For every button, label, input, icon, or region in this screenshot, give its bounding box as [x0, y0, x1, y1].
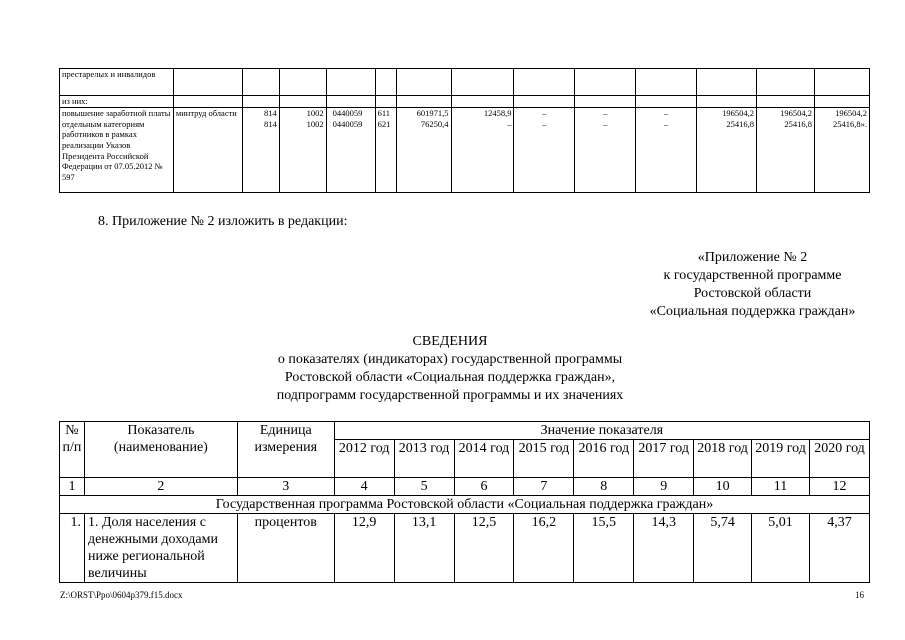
- year-cell: 2013 год: [394, 440, 454, 478]
- indicator-name: 1. Доля населения с денежными доходами ниже региональной величины: [84, 514, 237, 583]
- value-cell: 14,3: [634, 514, 694, 583]
- value-cell: 12,9: [334, 514, 394, 583]
- unit-cell: процентов: [237, 514, 334, 583]
- section-title: Государственная программа Ростовской области «Социальная поддержка граждан»: [60, 496, 870, 514]
- row-label: престарелых и инвалидов: [60, 69, 174, 96]
- row-label: повышение заработной платы отдельным категориям работников в рамках реализации Указов Президента Российской Федерации от 07.05.2012 № 597: [60, 108, 174, 193]
- header-unit: Единица измерения: [237, 422, 334, 478]
- header-num: № п/п: [60, 422, 85, 478]
- year-cell: 2015 год: [514, 440, 574, 478]
- year-cell: 2019 год: [752, 440, 810, 478]
- table-row: [60, 96, 870, 108]
- table-header-row: [60, 422, 870, 440]
- value-cell: 15,5: [574, 514, 634, 583]
- executor-cell: минтруд области: [173, 108, 242, 193]
- value-cell: 4,37: [810, 514, 870, 583]
- paragraph-8: 8. Приложение № 2 изложить в редакции:: [98, 214, 348, 229]
- value-cell: 16,2: [514, 514, 574, 583]
- value-cell: 5,74: [694, 514, 752, 583]
- year-cell: 2020 год: [810, 440, 870, 478]
- header-values: Значение показателя: [334, 422, 869, 440]
- budget-table-fragment: [59, 68, 870, 193]
- heading-title: СВЕДЕНИЯ: [412, 334, 488, 349]
- year-cell: 2014 год: [454, 440, 514, 478]
- value-cell: 5,01: [752, 514, 810, 583]
- appendix-header: «Приложение № 2 к государственной программе Ростовской области «Социальная поддержка граждан»: [649, 250, 856, 319]
- table-row: [60, 69, 870, 96]
- page-number: 16: [855, 590, 864, 600]
- year-cell: 2012 год: [334, 440, 394, 478]
- value-cell: 13,1: [394, 514, 454, 583]
- column-number-row: 1 2 3 4 5 6 7 8 9 10 11 12: [60, 478, 870, 496]
- indicators-table: [59, 421, 870, 583]
- table-row: повышение заработной платы отдельным категориям работников в рамках реализации Указов Президента Российской Федерации от 07.05.2012 № 597 минтруд области 814 814 1002 1002 0440059 0440059 611 621 601971,5 76250,4 12458,9 – – – – – – – 196504,2 25416,8 196504,2 25416,8 196504,2 25416,8».: [60, 108, 870, 193]
- year-cell: 2016 год: [574, 440, 634, 478]
- document-heading: СВЕДЕНИЯ о показателях (индикаторах) государственной программы Ростовской области «Социальная поддержка граждан», подпрограмм государственной программы и их значениях: [150, 333, 750, 405]
- table-row: 1. 1. Доля населения с денежными доходами ниже региональной величины процентов 12,9 13,1 12,5 16,2 15,5 14,3 5,74 5,01 4,37: [60, 514, 870, 583]
- header-indicator: Показатель (наименование): [84, 422, 237, 478]
- row-label: из них:: [60, 96, 174, 108]
- section-row: [60, 496, 870, 514]
- year-cell: 2018 год: [694, 440, 752, 478]
- value-cell: 12,5: [454, 514, 514, 583]
- year-cell: 2017 год: [634, 440, 694, 478]
- file-path: Z:\ORST\Ppo\0604p379.f15.docx: [60, 590, 183, 600]
